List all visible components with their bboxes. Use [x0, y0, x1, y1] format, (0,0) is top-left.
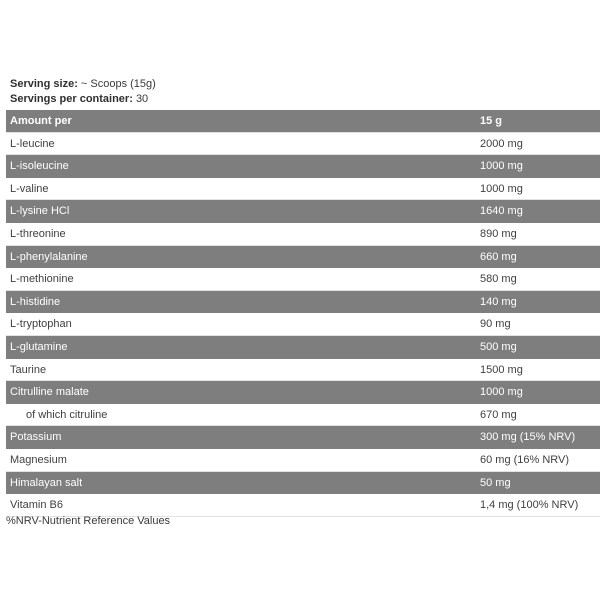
- table-row: [6, 472, 600, 495]
- table-row: [6, 404, 600, 427]
- table-row: [6, 155, 600, 178]
- serving-size-value: ~ Scoops (15g): [80, 78, 156, 90]
- nutrient-amount: 670 mg: [480, 408, 517, 421]
- table-header-row: [6, 110, 600, 133]
- table-row: [6, 178, 600, 201]
- table-row: [6, 246, 600, 269]
- table-row: [6, 426, 600, 449]
- nutrient-amount: 890 mg: [480, 227, 517, 240]
- nutrient-name: Magnesium: [10, 453, 67, 466]
- table-row: [6, 313, 600, 336]
- nutrient-amount: 660 mg: [480, 250, 517, 263]
- table-row: [6, 268, 600, 291]
- nutrient-amount: 500 mg: [480, 340, 517, 353]
- table-row: [6, 291, 600, 314]
- table-row: [6, 336, 600, 359]
- table-row: [6, 359, 600, 382]
- header-amount-per: Amount per: [10, 115, 72, 127]
- nutrient-amount: 580 mg: [480, 273, 517, 286]
- nutrient-amount: 2000 mg: [480, 137, 523, 150]
- nutrient-name: Taurine: [10, 363, 47, 376]
- nutrient-amount: 50 mg: [480, 476, 511, 489]
- serving-info: [10, 77, 156, 107]
- nutrient-amount: 300 mg (15% NRV): [480, 431, 576, 444]
- servings-per-container-value: 30: [135, 93, 149, 105]
- nutrition-table: [6, 110, 600, 517]
- nutrient-name: L-lysine HCl: [10, 205, 70, 218]
- nutrient-amount: 1000 mg: [480, 182, 523, 195]
- nutrient-name: L-methionine: [10, 273, 74, 286]
- nutrient-amount: 60 mg (16% NRV): [480, 453, 570, 466]
- table-row: [6, 449, 600, 472]
- nutrient-amount: 140 mg: [480, 295, 517, 308]
- nutrient-name: L-leucine: [10, 137, 55, 150]
- nutrient-name: Vitamin B6: [10, 499, 63, 512]
- nutrient-name: Citrulline malate: [10, 386, 89, 399]
- table-row: [6, 381, 600, 404]
- nutrient-amount: 1000 mg: [480, 386, 523, 399]
- nutrient-name: L-histidine: [10, 295, 61, 308]
- table-row: [6, 494, 600, 517]
- nutrient-amount: 1640 mg: [480, 205, 523, 218]
- nutrient-name: L-isoleucine: [10, 160, 69, 173]
- servings-per-container-label: Servings per container:: [10, 93, 133, 105]
- serving-size-line: [10, 77, 156, 92]
- table-row: [6, 133, 600, 156]
- nutrient-amount: 1,4 mg (100% NRV): [480, 499, 579, 512]
- nutrient-amount: 1500 mg: [480, 363, 523, 376]
- nutrient-amount: 90 mg: [480, 318, 511, 331]
- header-serving-amount: 15 g: [480, 115, 503, 127]
- nrv-footnote: %NRV-Nutrient Reference Values: [6, 515, 171, 527]
- table-row: [6, 200, 600, 223]
- nutrient-name: of which citruline: [26, 408, 108, 421]
- nutrient-name: Himalayan salt: [10, 476, 83, 489]
- serving-size-label: Serving size:: [10, 78, 78, 90]
- nutrient-name: L-phenylalanine: [10, 250, 88, 263]
- servings-per-container-line: [10, 92, 156, 107]
- nutrient-name: L-glutamine: [10, 340, 68, 353]
- nutrient-name: L-tryptophan: [10, 318, 72, 331]
- table-row: [6, 223, 600, 246]
- nutrient-name: Potassium: [10, 431, 62, 444]
- nutrient-name: L-threonine: [10, 227, 66, 240]
- nutrient-name: L-valine: [10, 182, 49, 195]
- nutrient-amount: 1000 mg: [480, 160, 523, 173]
